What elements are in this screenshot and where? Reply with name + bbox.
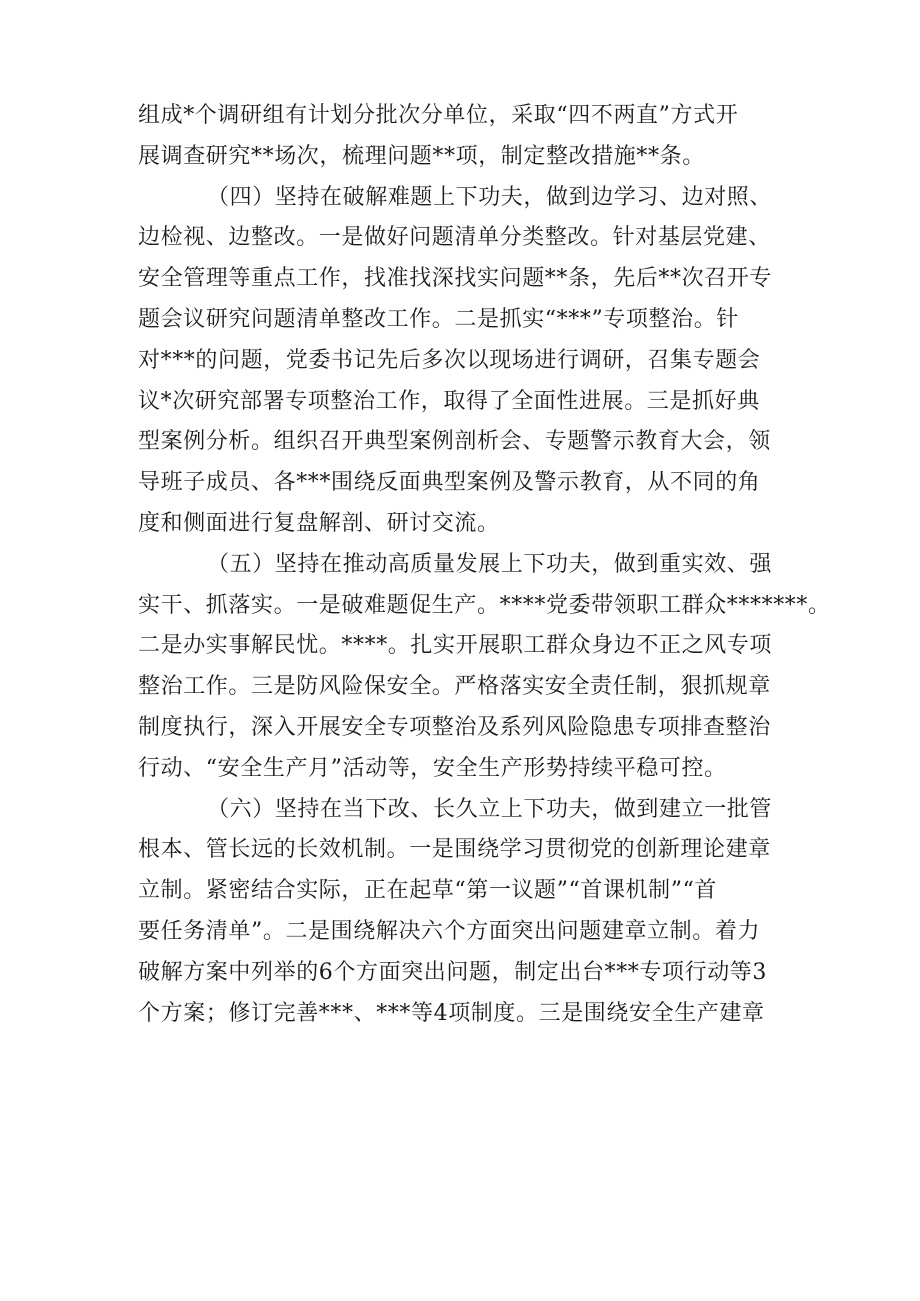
text-line: 对***的问题，党委书记先后多次以现场进行调研，召集专题会: [138, 347, 761, 373]
text-line: 整治工作。三是防风险保安全。严格落实安全责任制，狠抓规章: [138, 674, 771, 700]
text-line: 根本、管长远的长效机制。一是围绕学习贯彻党的创新理论建章: [138, 837, 771, 863]
text-line: 边检视、边整改。一是做好问题清单分类整改。针对基层党建、: [138, 225, 771, 251]
text-line: 议*次研究部署专项整治工作，取得了全面性进展。三是抓好典: [138, 388, 760, 414]
text-line: 度和侧面进行复盘解剖、研讨交流。: [138, 510, 500, 536]
text-line: 实干、抓落实。一是破难题促生产。****党委带领职工群众*******。: [138, 592, 831, 618]
text-line: 二是办实事解民忧。****。扎实开展职工群众身边不正之风专项: [138, 633, 773, 659]
text-line: 要任务清单”。二是围绕解决六个方面突出问题建章立制。着力: [138, 918, 761, 944]
paragraph-heading-line: （六）坚持在当下改、长久立上下功夫，做到建立一批管: [207, 796, 773, 822]
text-line: 组成*个调研组有计划分批次分单位，采取“四不两直”方式开: [138, 103, 739, 128]
paragraph-heading-line: （五）坚持在推动高质量发展上下功夫，做到重实效、强: [207, 551, 773, 577]
paragraph-heading-line: （四）坚持在破解难题上下功夫，做到边学习、边对照、: [207, 184, 773, 210]
text-line: 型案例分析。组织召开典型案例剖析会、专题警示教育大会，领: [138, 429, 771, 455]
text-line: 题会议研究问题清单整改工作。二是抓实“***”专项整治。针: [138, 306, 739, 332]
text-line: 展调查研究**场次，梳理问题**项，制定整改措施**条。: [138, 143, 705, 169]
text-line: 行动、“安全生产月”活动等，安全生产形势持续平稳可控。: [138, 755, 727, 781]
document-body: [138, 96, 831, 1034]
text-line: 个方案；修订完善***、***等4项制度。三是围绕安全生产建章: [138, 1000, 765, 1026]
text-line: 立制。紧密结合实际，正在起草“第一议题”“首课机制”“首: [138, 878, 718, 904]
text-line: 安全管理等重点工作，找准找深找实问题**条，先后**次召开专: [138, 266, 773, 292]
text-line: 破解方案中列举的6个方面突出问题，制定出台***专项行动等3: [138, 959, 767, 985]
text-line: 导班子成员、各***围绕反面典型案例及警示教育，从不同的角: [138, 470, 761, 496]
text-line: 制度执行，深入开展安全专项整治及系列风险隐患专项排查整治: [138, 714, 771, 740]
